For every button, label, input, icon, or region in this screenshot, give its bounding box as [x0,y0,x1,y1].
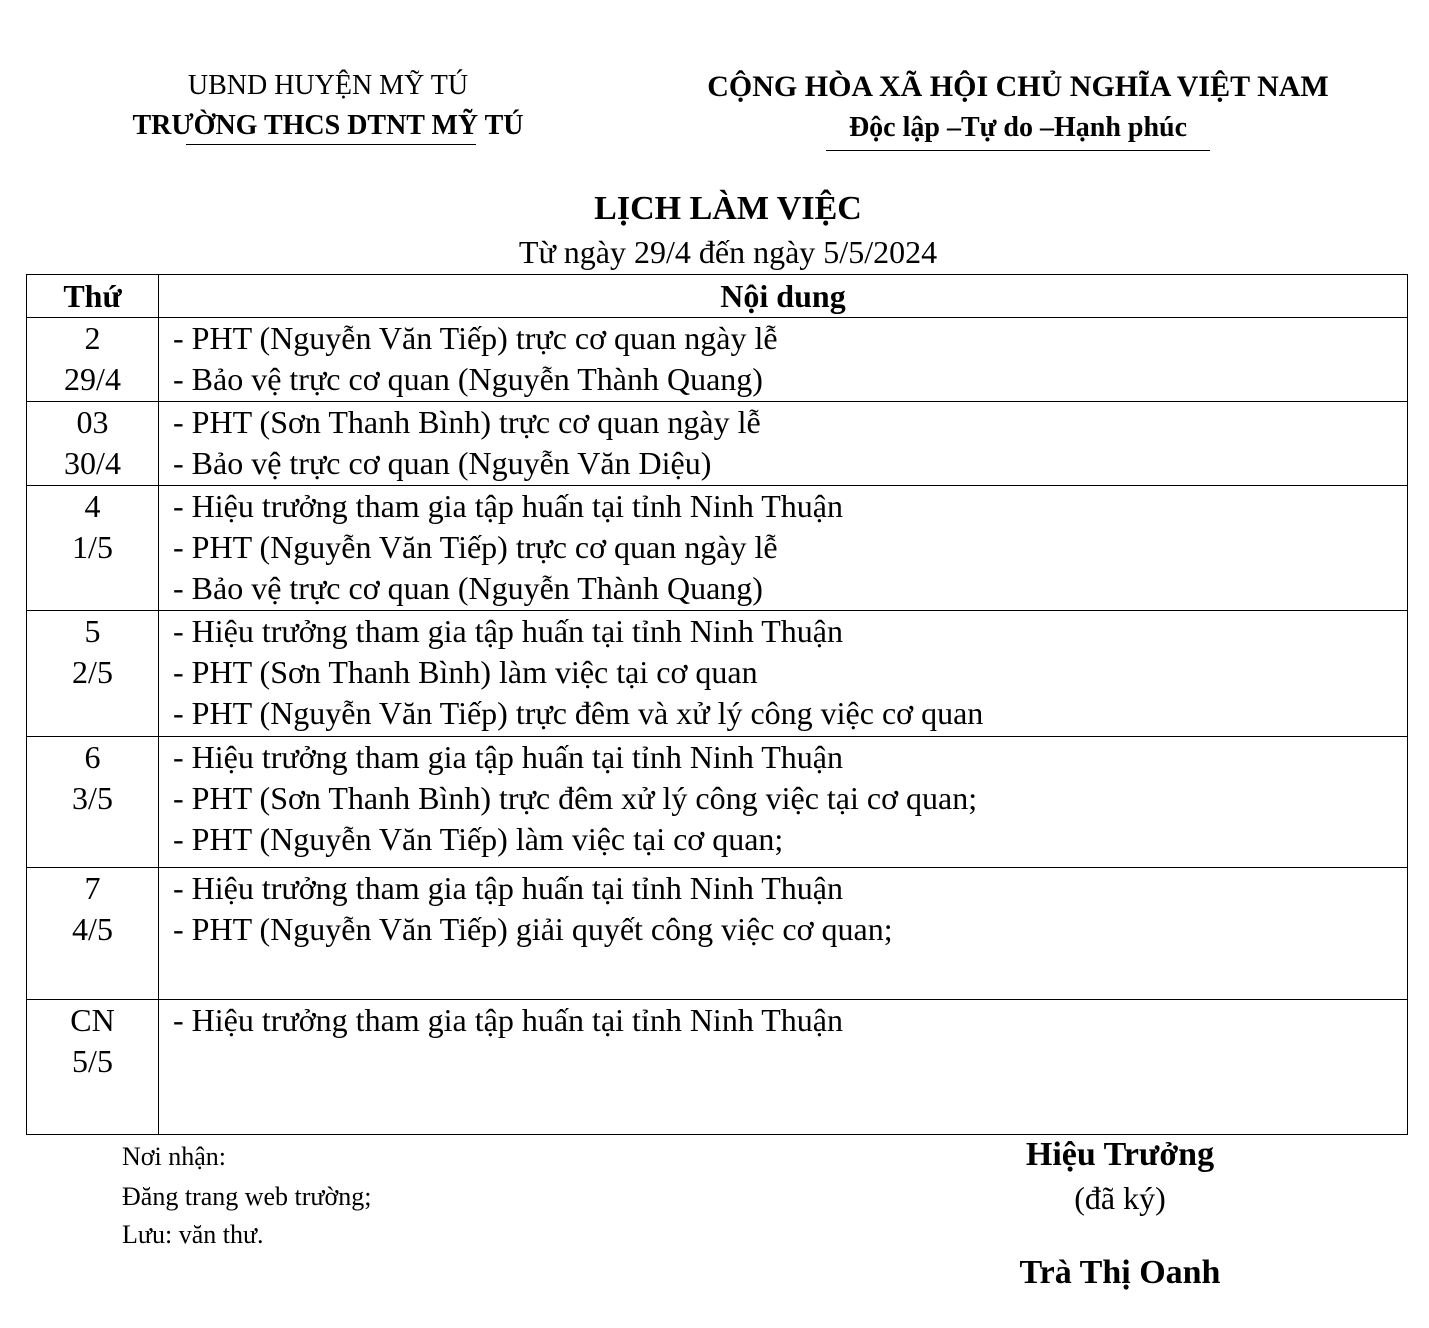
day-cell [27,318,159,402]
table-row [27,611,1408,737]
day-label: 2 [84,320,101,356]
content-cell [159,402,1408,486]
task-line: - PHT (Nguyễn Văn Tiếp) làm việc tại cơ quan; [173,821,784,857]
table-row [27,402,1408,486]
document-title: LỊCH LÀM VIỆC [594,190,862,227]
table-row [27,737,1408,868]
schedule-table [26,274,1408,1135]
task-line: - PHT (Sơn Thanh Bình) trực đêm xử lý công việc tại cơ quan; [173,780,978,816]
date-label: 29/4 [64,361,121,397]
task-line: - Hiệu trưởng tham gia tập huấn tại tỉnh Ninh Thuận [173,739,843,775]
task-line: - Bảo vệ trực cơ quan (Nguyễn Văn Diệu) [173,445,712,481]
signed-note: (đã ký) [1074,1180,1166,1216]
day-label: 03 [76,404,109,440]
date-label: 3/5 [72,780,113,816]
issuer-school: TRƯỜNG THCS DTNT MỸ TÚ [132,110,524,141]
task-line: - PHT (Nguyễn Văn Tiếp) giải quyết công việc cơ quan; [173,911,893,947]
signer-title: Hiệu Trưởng [1025,1136,1215,1173]
day-cell [27,737,159,868]
day-label: 5 [84,613,101,649]
task-line: - Hiệu trưởng tham gia tập huấn tại tỉnh Ninh Thuận [173,613,843,649]
day-cell [27,868,159,1000]
table-row [27,486,1408,611]
date-label: 1/5 [72,529,113,565]
task-line: - Hiệu trưởng tham gia tập huấn tại tỉnh Ninh Thuận [173,870,843,906]
task-line: - PHT (Sơn Thanh Bình) làm việc tại cơ quan [173,654,758,690]
day-cell [27,402,159,486]
date-label: 4/5 [72,911,113,947]
table-header-row [27,275,1408,318]
day-label: 6 [84,739,101,775]
day-label: CN [70,1002,115,1038]
task-line: - PHT (Nguyễn Văn Tiếp) trực đêm và xử lý công việc cơ quan [173,695,984,731]
task-line: - Bảo vệ trực cơ quan (Nguyễn Thành Quang) [173,570,763,606]
recipients-label: Nơi nhận: [122,1142,227,1171]
recipient-item: Đăng trang web trường; [122,1182,372,1211]
content-cell [159,1000,1408,1135]
date-label: 2/5 [72,654,113,690]
content-cell [159,611,1408,737]
issuer-authority: UBND HUYỆN MỸ TÚ [187,70,469,101]
task-line: - PHT (Sơn Thanh Bình) trực cơ quan ngày lễ [173,404,761,440]
table-row [27,1000,1408,1135]
table-row [27,868,1408,1000]
task-line: - PHT (Nguyễn Văn Tiếp) trực cơ quan ngày lễ [173,529,778,565]
task-line: - Hiệu trưởng tham gia tập huấn tại tỉnh Ninh Thuận [173,488,843,524]
national-title: CỘNG HÒA XÃ HỘI CHỦ NGHĨA VIỆT NAM [707,70,1329,103]
day-cell [27,486,159,611]
day-label: 4 [84,488,101,524]
header-day: Thứ [27,275,159,318]
document-date-range: Từ ngày 29/4 đến ngày 5/5/2024 [518,234,938,270]
task-line: - PHT (Nguyễn Văn Tiếp) trực cơ quan ngày lễ [173,320,778,356]
content-cell [159,318,1408,402]
table-row [27,318,1408,402]
motto-underline [826,150,1210,151]
recipient-item: Lưu: văn thư. [122,1220,264,1249]
header-content: Nội dung [159,275,1408,318]
date-label: 5/5 [72,1043,113,1079]
day-cell [27,611,159,737]
day-cell [27,1000,159,1135]
day-label: 7 [84,870,101,906]
task-line: - Bảo vệ trực cơ quan (Nguyễn Thành Quang) [173,361,763,397]
content-cell [159,737,1408,868]
date-label: 30/4 [64,445,121,481]
task-line: - Hiệu trưởng tham gia tập huấn tại tỉnh Ninh Thuận [173,1002,843,1038]
content-cell [159,868,1408,1000]
signer-name: Trà Thị Oanh [1019,1254,1221,1291]
national-motto: Độc lập –Tự do –Hạnh phúc [848,112,1188,143]
issuer-underline [186,144,476,145]
content-cell [159,486,1408,611]
